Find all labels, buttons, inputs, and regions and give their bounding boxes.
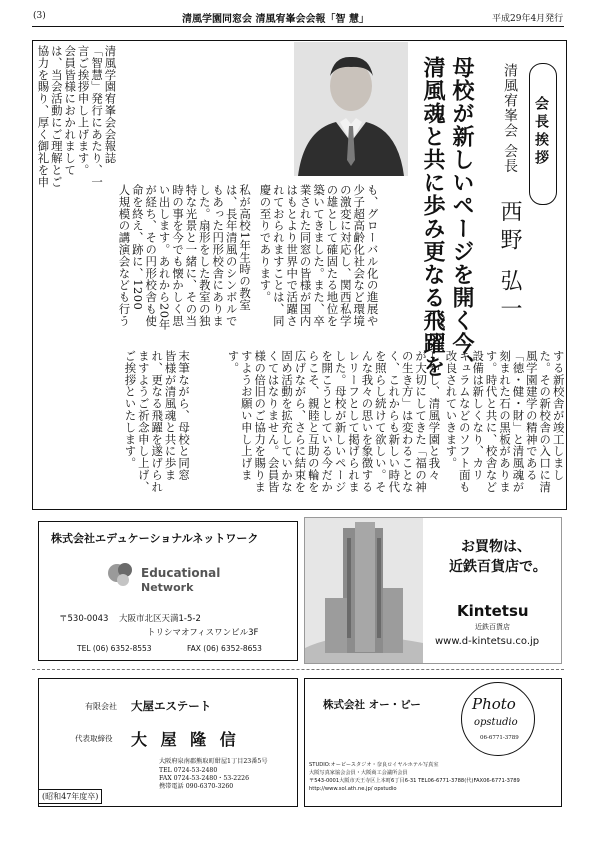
author-org: 清風宥峯会 会長: [502, 63, 518, 174]
text-line: 特な光景と一緒に、その当: [184, 184, 199, 327]
ad-mobile: 携帯電話 090-6370-3260: [159, 783, 234, 790]
text-line: の雄として確固たる地位を: [325, 184, 340, 327]
kintetsu-logo: Kintetsu: [457, 602, 529, 620]
ad-op-studio: [304, 678, 562, 807]
text-line: す。時代と共に、校舎など: [484, 350, 499, 493]
logo-text-sub: opstudio: [474, 717, 518, 728]
text-line: 設備は新しくなり、カリ: [471, 350, 486, 481]
building-photo: [305, 518, 423, 663]
text-line: した。扇形をした教室の独: [197, 184, 212, 327]
text-line: する新校舎が竣工しまし: [551, 350, 566, 481]
text-line: 固め活動を拡充していかな: [280, 350, 295, 493]
educational-network-logo-icon: [105, 560, 135, 590]
issue-date: 平成29年4月発行: [492, 14, 564, 24]
text-line: は、長年清風のシンボルで: [224, 184, 239, 327]
photo-studio-logo-icon: [461, 682, 535, 756]
logo-text-line2: Network: [141, 581, 194, 594]
text-line: 末筆ながら、母校と同窓: [177, 350, 192, 481]
text-line: んな我々の思いを象徴する: [360, 350, 375, 493]
text-line: 業された同窓の皆様が国内: [298, 184, 313, 327]
text-line: レリーフとして掲げられま: [347, 350, 362, 493]
ad-company-name: 株式会社 オー・ピー: [323, 699, 421, 711]
text-line: の激変に対応し、関西私学: [338, 184, 353, 327]
ad-year-label: (昭和47年度卒): [38, 789, 102, 804]
text-line: ますようご祈念申し上げ、: [136, 350, 151, 493]
text-line: 少子超高齢化社会など環境: [352, 184, 367, 327]
article-column-right-2: [226, 350, 441, 502]
ad-kintetsu: [304, 517, 562, 664]
text-line: 人規模の講演会なども行う: [117, 184, 132, 327]
ad-building: トリシマオフィスワンビル3F: [147, 628, 259, 638]
article-column-top: [258, 184, 379, 334]
ad-fax: FAX (06) 6352-8653: [187, 644, 262, 653]
text-line: 協力を賜り、厚く御礼を申: [36, 45, 51, 188]
ad-slogan-2: 近鉄百貨店で。: [449, 559, 547, 575]
logo-phone: 06-6771-3789: [480, 735, 519, 741]
text-line: 「徳・健・財」と清風魂が: [511, 350, 526, 493]
text-line: 刻まれた石の黒板がありま: [498, 350, 513, 493]
text-line: は、当会活動にご理解とご: [49, 45, 64, 188]
text-line: れておられますことは、同: [271, 184, 286, 327]
text-line: を開こうとしている今だか: [320, 350, 335, 493]
ad-rep-title: 代表取締役: [75, 734, 113, 743]
article-column-right: [444, 350, 565, 502]
text-line: く、これからも新しい時代: [387, 350, 402, 493]
ad-prefix: 有限会社: [85, 702, 117, 711]
logo-text: Photo: [472, 695, 516, 713]
ad-address: 大阪府泉南郡熊取町紺屋1丁目23番5号: [159, 758, 268, 765]
text-line: 改良されていきます。: [444, 350, 459, 469]
text-line: 皆様が清風魂と共に歩ま: [163, 350, 178, 481]
headline-2: 清風魂と共に歩み更なる飛躍を: [420, 56, 445, 378]
author-name: 西野 弘一: [497, 200, 522, 325]
logo-text-line1: Educational: [141, 566, 221, 580]
text-line: キュラムなどのソフト面も: [457, 350, 472, 493]
text-line: 清風学園宥峯会会報誌: [103, 45, 118, 164]
ad-line-1: STUDIO:オーピースタジオ・奈良ロイヤルホテル写真室: [309, 762, 439, 768]
ad-fax: FAX 0724-53-2480・53-2226: [159, 775, 250, 782]
text-line: た。その新校舎の入口に清: [538, 350, 553, 493]
text-line: 言ご挨拶申し上げます。: [76, 45, 91, 176]
ad-oya-estate: [38, 678, 298, 807]
text-line: くてはなりません。会員皆: [266, 350, 281, 493]
ad-slogan-1: お買物は、: [461, 539, 531, 555]
kintetsu-url: www.d-kintetsu.co.jp: [435, 636, 540, 647]
kintetsu-logo-sub: 近鉄百貨店: [475, 623, 510, 631]
text-line: を照らし続けて欲しい。そ: [373, 350, 388, 493]
text-line: 築いてきました。また、卒: [312, 184, 327, 327]
ad-tel: TEL 0724-53-2480: [159, 767, 218, 774]
ad-company-name: 株式会社エデュケーショナルネットワーク: [51, 532, 259, 545]
ads-divider: [32, 669, 564, 670]
text-line: はもとより世界中で活躍さ: [285, 184, 300, 327]
text-line: 広げながら、さらに結束を: [293, 350, 308, 493]
text-line: が経ち、その円形校舎も使: [144, 184, 159, 327]
text-line: もあった円形校舎にありま: [211, 184, 226, 327]
text-line: の生き方」は変わることな: [400, 350, 415, 493]
text-line: しかし、清風学園と我々: [427, 350, 442, 481]
page-header-title: 清風学園同窓会 清風宥峯会会報「智 慧」: [182, 14, 369, 25]
text-line: 様の倍旧のご協力を賜りま: [253, 350, 268, 493]
text-line: れ、更なる飛躍を遂げられ: [150, 350, 165, 493]
text-line: 慶の至りであります。: [258, 184, 273, 303]
article-column-left: [36, 45, 116, 330]
ad-postal: 〒530-0043: [59, 614, 109, 624]
text-line: も、グローバル化の進展や: [365, 184, 380, 327]
text-line: 「智慧」発行にあたり、一: [90, 45, 105, 188]
text-line: 命を終え、跡に、1200: [130, 184, 145, 311]
ad-company-name: 大屋エステート: [131, 699, 212, 713]
text-line: すようお願い申し上げま: [239, 350, 254, 481]
headline-1: 母校が新しいページを開く今、: [449, 56, 474, 378]
ad-educational-network: [38, 521, 298, 661]
text-line: 風学園建学の精神である: [524, 350, 539, 481]
section-title: 会長挨拶: [533, 96, 549, 168]
text-line: が大切にしてきた「福の神: [414, 350, 429, 493]
article-column-middle: [117, 184, 251, 334]
text-line: らこそ、親睦と互助の輪を: [306, 350, 321, 493]
ad-rep-name: 大 屋 隆 信: [131, 730, 240, 749]
text-line: い出します。あれから20年: [157, 184, 172, 331]
ad-line-3: 〒543-0001大阪市天王寺区上本町6丁目6-31 TEL06-6771-3788(代)FAX06-6771-3789: [309, 778, 520, 784]
ad-tel: TEL (06) 6352-8553: [77, 644, 152, 653]
page-number: (3): [33, 11, 46, 21]
person-illustration: [294, 42, 408, 176]
text-line: す。: [226, 350, 241, 374]
text-line: 私が高校1年生時の教室: [238, 184, 253, 311]
text-line: ご挨拶といたします。: [123, 350, 138, 469]
text-line: 時の事を今でも懐かしく思: [171, 184, 186, 327]
text-line: した。母校が新しいページ: [333, 350, 348, 493]
ad-address: 大阪市北区天満1-5-2: [119, 614, 201, 624]
text-line: 会員皆様におかれまして: [63, 45, 78, 176]
article-column-closing: [123, 350, 190, 502]
header-rule: [32, 26, 564, 27]
portrait-photo: [294, 42, 408, 176]
ad-line-4: http://www.sol.ath.ne.jp/ opstudio: [309, 786, 397, 792]
ad-line-2: 大阪写真家協会会員・大阪商工会議所会員: [309, 770, 408, 776]
